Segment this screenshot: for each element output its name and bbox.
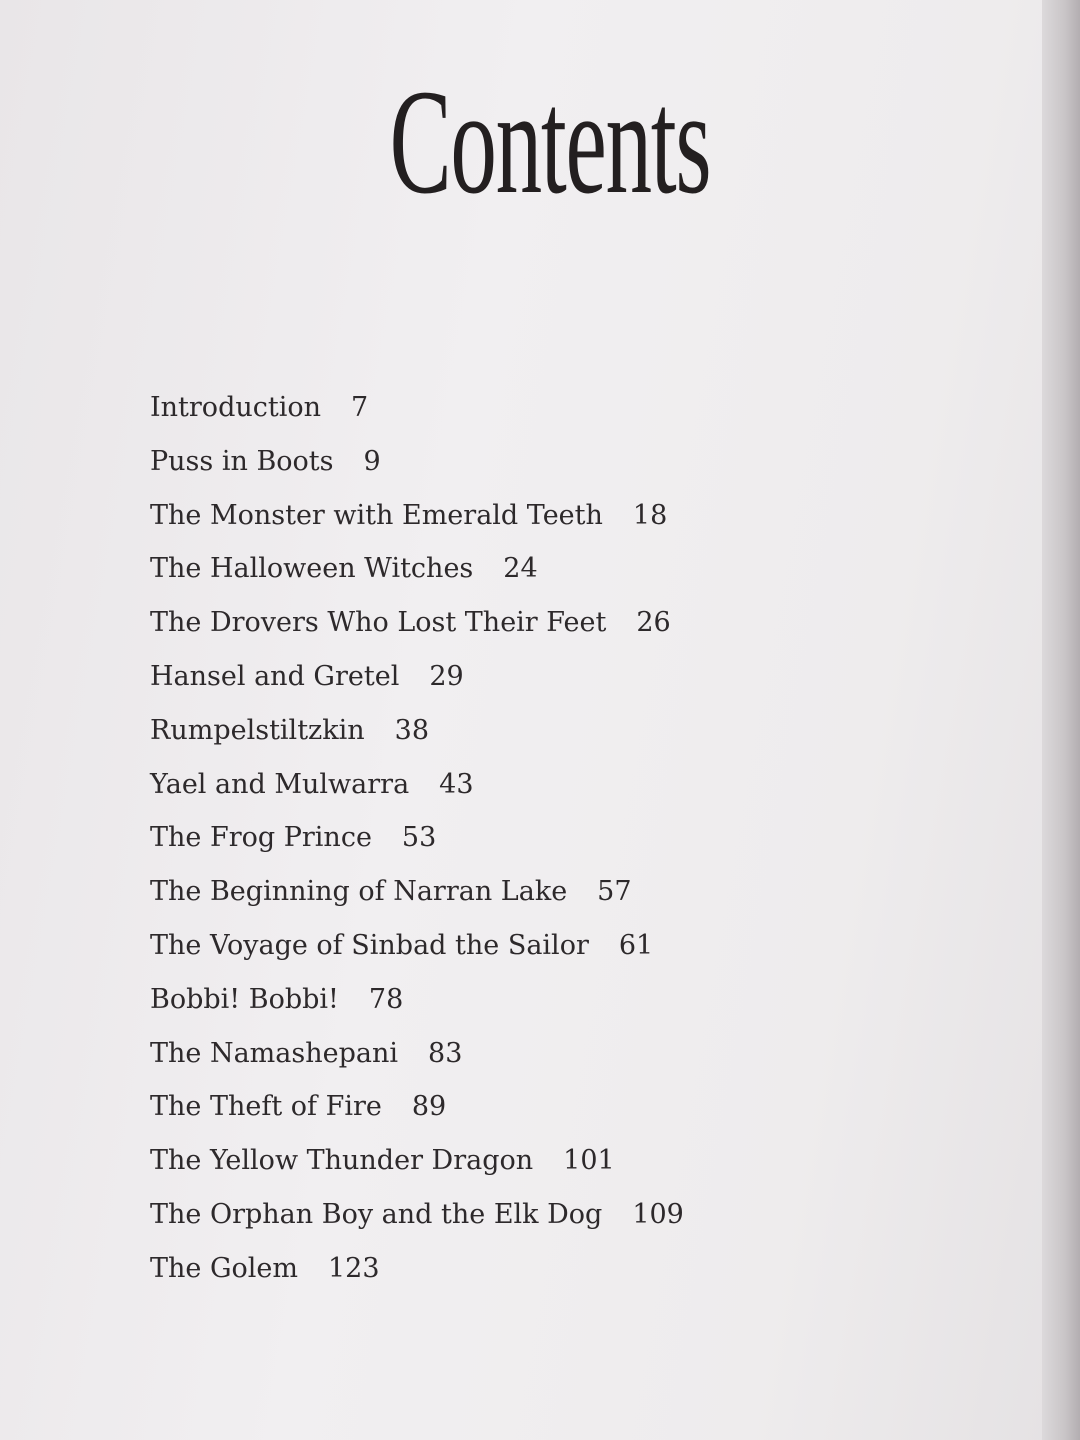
entry-title: Yael and Mulwarra	[150, 768, 410, 800]
toc-entry	[150, 549, 684, 603]
toc-entry	[150, 496, 684, 550]
toc-entry	[150, 442, 684, 496]
entry-page-number: 43	[439, 768, 474, 800]
entry-title: The Frog Prince	[150, 822, 372, 854]
entry-title: The Golem	[150, 1252, 298, 1284]
toc-entry	[150, 980, 684, 1034]
entry-page-number: 101	[563, 1145, 615, 1177]
toc-entry	[150, 657, 684, 711]
entry-title: The Voyage of Sinbad the Sailor	[150, 929, 589, 961]
entry-page-number: 123	[328, 1252, 380, 1284]
table-of-contents	[150, 388, 684, 1303]
entry-page-number: 9	[363, 445, 381, 477]
toc-entry	[150, 1034, 684, 1088]
toc-entry	[150, 1195, 684, 1249]
toc-entry	[150, 872, 684, 926]
page-edge	[1042, 0, 1080, 1440]
page-title: Contents	[389, 59, 711, 225]
entry-page-number: 57	[597, 876, 632, 908]
entry-page-number: 26	[636, 607, 671, 639]
entry-title: The Halloween Witches	[150, 553, 474, 585]
toc-entry	[150, 711, 684, 765]
entry-page-number: 53	[401, 822, 437, 854]
entry-title: Puss in Boots	[150, 445, 334, 477]
toc-entry	[150, 1249, 684, 1303]
entry-page-number: 18	[632, 499, 668, 531]
entry-page-number: 78	[368, 983, 404, 1015]
entry-page-number: 109	[632, 1198, 684, 1230]
entry-title: The Drovers Who Lost Their Feet	[150, 607, 607, 639]
entry-page-number: 89	[411, 1091, 447, 1123]
entry-title: The Namashepani	[150, 1037, 399, 1069]
entry-title: Bobbi! Bobbi!	[150, 983, 339, 1015]
entry-page-number: 24	[503, 553, 538, 585]
toc-entry	[150, 388, 684, 442]
entry-title: Hansel and Gretel	[150, 660, 400, 692]
entry-title: The Beginning of Narran Lake	[150, 876, 568, 908]
entry-title: The Yellow Thunder Dragon	[150, 1145, 534, 1177]
toc-entry	[150, 1141, 684, 1195]
toc-entry	[150, 765, 684, 819]
entry-page-number: 29	[429, 660, 464, 692]
entry-title: The Orphan Boy and the Elk Dog	[150, 1198, 603, 1230]
entry-title: The Monster with Emerald Teeth	[150, 499, 603, 531]
entry-page-number: 61	[618, 929, 654, 961]
entry-page-number: 83	[428, 1037, 463, 1069]
entry-page-number: 7	[351, 392, 369, 423]
entry-title: Rumpelstiltzkin	[150, 714, 365, 746]
entry-title: The Theft of Fire	[150, 1091, 382, 1123]
entry-title: Introduction	[150, 392, 321, 423]
entry-page-number: 38	[394, 714, 430, 746]
toc-entry	[150, 818, 684, 872]
toc-entry	[150, 1087, 684, 1141]
toc-entry	[150, 603, 684, 657]
toc-entry	[150, 926, 684, 980]
